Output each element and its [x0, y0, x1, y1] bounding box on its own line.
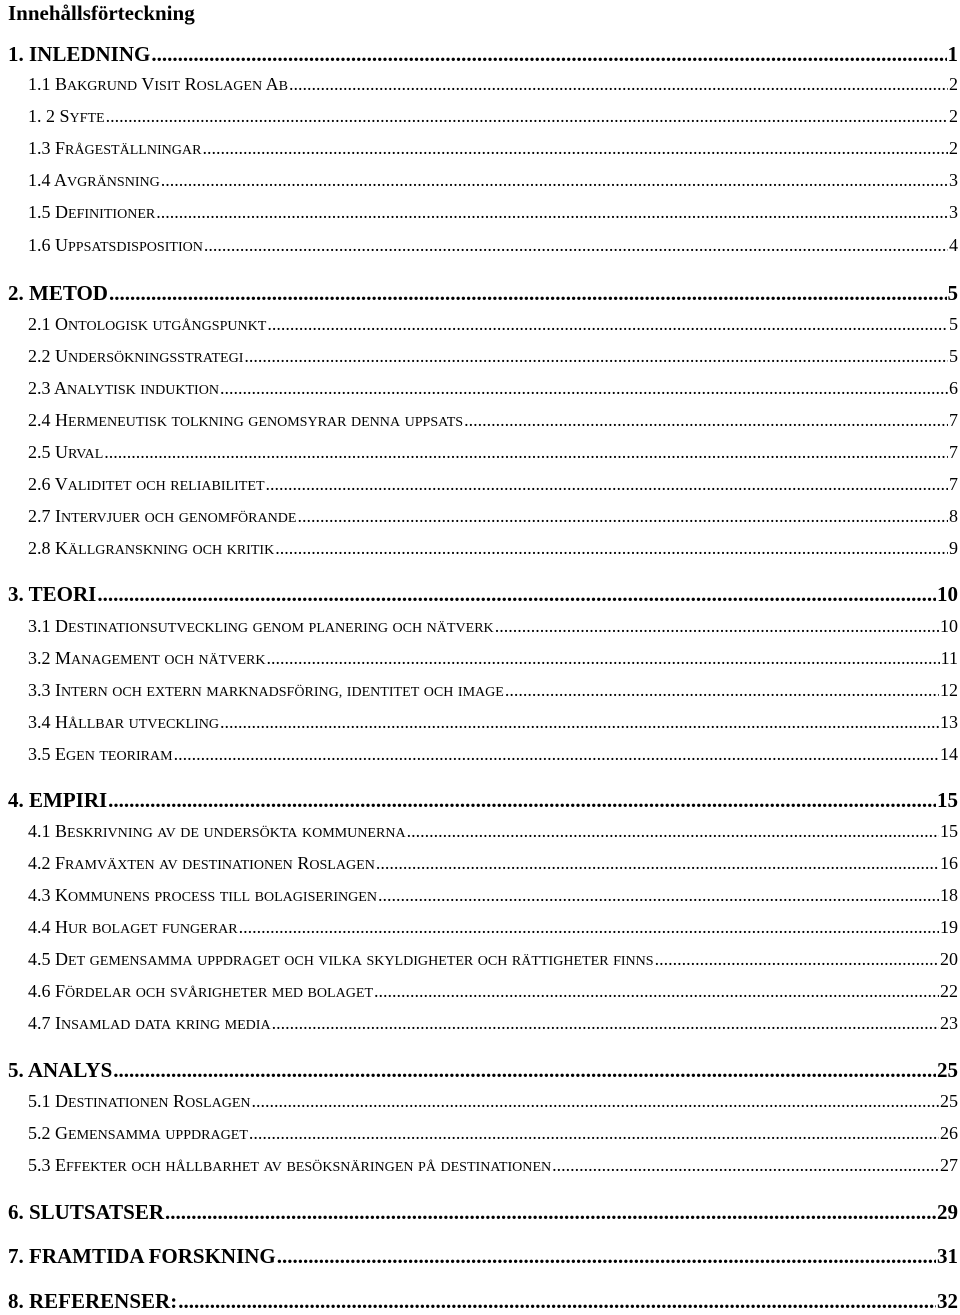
toc-page-number: 2	[949, 138, 958, 158]
toc-section-entry[interactable]	[28, 199, 958, 225]
toc-page-number: 14	[940, 744, 958, 764]
toc-page-number: 18	[940, 885, 958, 905]
toc-dot-leader	[104, 439, 948, 465]
toc-page-number: 4	[949, 235, 958, 255]
toc-page-number: 10	[937, 582, 958, 606]
toc-entry-label: 4.5 DET GEMENSAMMA UPPDRAGET OCH VILKA SKYLDIGHETER OCH RÄTTIGHETER FINNS	[28, 949, 654, 969]
toc-dot-leader	[108, 786, 936, 814]
toc-dot-leader	[249, 1120, 939, 1146]
toc-dot-leader	[244, 343, 948, 369]
toc-entry-label: 4.7 INSAMLAD DATA KRING MEDIA	[28, 1013, 271, 1033]
toc-dot-leader	[267, 311, 948, 337]
toc-section-entry[interactable]	[28, 503, 958, 529]
toc-page-number: 12	[940, 680, 958, 700]
toc-page-number: 8	[949, 506, 958, 526]
toc-section-entry[interactable]	[28, 677, 958, 703]
toc-entry-label: 3.5 EGEN TEORIRAM	[28, 744, 173, 764]
toc-entry-label: 2.2 UNDERSÖKNINGSSTRATEGI	[28, 346, 244, 366]
toc-page-number: 23	[940, 1013, 958, 1033]
toc-section-entry[interactable]	[28, 343, 958, 369]
toc-entry-label: 1.5 DEFINITIONER	[28, 202, 156, 222]
toc-page-number: 26	[940, 1123, 958, 1143]
toc-dot-leader	[267, 645, 940, 671]
toc-page-number: 25	[940, 1091, 958, 1111]
toc-section-entry[interactable]	[28, 818, 958, 844]
toc-dot-leader	[220, 709, 939, 735]
toc-dot-leader	[151, 40, 946, 68]
toc-entry-label: 2.1 ONTOLOGISK UTGÅNGSPUNKT	[28, 314, 267, 334]
toc-page-number: 9	[949, 538, 958, 558]
toc-dot-leader	[204, 232, 948, 258]
toc-dot-leader	[376, 850, 939, 876]
toc-dot-leader	[239, 914, 939, 940]
toc-entry-label: 4.3 KOMMUNENS PROCESS TILL BOLAGISERINGEN	[28, 885, 377, 905]
toc-entry-label: 1. INLEDNING	[8, 42, 151, 66]
toc-section-entry[interactable]	[28, 439, 958, 465]
toc-page-number: 16	[940, 853, 958, 873]
toc-entry-label: 5.1 DESTINATIONEN ROSLAGEN	[28, 1091, 251, 1111]
toc-dot-leader	[289, 71, 948, 97]
toc-entry-label: 2.3 ANALYTISK INDUKTION	[28, 378, 219, 398]
toc-dot-leader	[156, 199, 948, 225]
toc-chapter-entry[interactable]	[8, 40, 958, 68]
toc-page-number: 7	[949, 442, 958, 462]
toc-page-number: 10	[940, 616, 958, 636]
toc-page-number: 7	[949, 410, 958, 430]
toc-section-entry[interactable]	[28, 1120, 958, 1146]
toc-page-number: 2	[949, 106, 958, 126]
toc-section-entry[interactable]	[28, 882, 958, 908]
toc-entry-label: 4.6 FÖRDELAR OCH SVÅRIGHETER MED BOLAGET	[28, 981, 374, 1001]
toc-page-number: 3	[949, 202, 958, 222]
toc-entry-label: 3.3 INTERN OCH EXTERN MARKNADSFÖRING, IDENTITET OCH IMAGE	[28, 680, 504, 700]
toc-entry-label: 3. TEORI	[8, 582, 97, 606]
toc-page-number: 11	[940, 648, 958, 668]
toc-page-number: 32	[937, 1289, 958, 1313]
toc-section-entry[interactable]	[28, 741, 958, 767]
toc-entry-label: 3.2 MANAGEMENT OCH NÄTVERK	[28, 648, 266, 668]
toc-section-entry[interactable]	[28, 1152, 958, 1178]
toc-section-entry[interactable]	[28, 375, 958, 401]
toc-section-entry[interactable]	[28, 645, 958, 671]
toc-dot-leader	[464, 407, 948, 433]
toc-page-number: 5	[949, 314, 958, 334]
toc-section-entry[interactable]	[28, 978, 958, 1004]
toc-page-number: 6	[949, 378, 958, 398]
toc-dot-leader	[109, 279, 947, 307]
toc-dot-leader	[275, 535, 948, 561]
toc-section-entry[interactable]	[28, 613, 958, 639]
toc-entry-label: 2. METOD	[8, 281, 108, 305]
toc-entry-label: 4.4 HUR BOLAGET FUNGERAR	[28, 917, 238, 937]
toc-entry-label: 2.8 KÄLLGRANSKNING OCH KRITIK	[28, 538, 275, 558]
toc-section-entry[interactable]	[28, 709, 958, 735]
toc-dot-leader	[655, 946, 939, 972]
toc-page-number: 27	[940, 1155, 958, 1175]
toc-dot-leader	[378, 882, 939, 908]
toc-entry-label: 1.3 FRÅGESTÄLLNINGAR	[28, 138, 202, 158]
toc-page-number: 7	[949, 474, 958, 494]
toc-dot-leader	[97, 580, 936, 608]
toc-entry-label: 2.5 URVAL	[28, 442, 104, 462]
toc-page-number: 13	[940, 712, 958, 732]
toc-entry-label: 2.6 VALIDITET OCH RELIABILITET	[28, 474, 265, 494]
toc-page-number: 1	[947, 42, 958, 66]
toc-chapter-entry[interactable]	[8, 580, 958, 608]
toc-entry-label: 1.6 UPPSATSDISPOSITION	[28, 235, 203, 255]
toc-dot-leader	[505, 677, 939, 703]
toc-page-number: 29	[937, 1200, 958, 1224]
toc-entry-label: 4. EMPIRI	[8, 788, 108, 812]
toc-dot-leader	[161, 167, 948, 193]
toc-dot-leader	[277, 1242, 936, 1270]
toc-page-number: 19	[940, 917, 958, 937]
toc-entry-label: 2.7 INTERVJUER OCH GENOMFÖRANDE	[28, 506, 297, 526]
toc-dot-leader	[106, 103, 948, 129]
toc-dot-leader	[113, 1056, 936, 1084]
toc-entry-label: 8. REFERENSER:	[8, 1289, 178, 1313]
toc-section-entry[interactable]	[28, 232, 958, 258]
toc-dot-leader	[374, 978, 939, 1004]
toc-page-number: 25	[937, 1058, 958, 1082]
toc-dot-leader	[495, 613, 939, 639]
toc-dot-leader	[298, 503, 948, 529]
toc-dot-leader	[272, 1010, 939, 1036]
toc-section-entry[interactable]	[28, 850, 958, 876]
toc-entry-label: 4.1 BESKRIVNING AV DE UNDERSÖKTA KOMMUNERNA	[28, 821, 406, 841]
toc-entry-label: 7. FRAMTIDA FORSKNING	[8, 1244, 276, 1268]
toc-section-entry[interactable]	[28, 103, 958, 129]
toc-entry-label: 5. ANALYS	[8, 1058, 113, 1082]
toc-dot-leader	[174, 741, 939, 767]
toc-section-entry[interactable]	[28, 471, 958, 497]
toc-entry-label: 4.2 FRAMVÄXTEN AV DESTINATIONEN ROSLAGEN	[28, 853, 375, 873]
toc-page-number: 2	[949, 74, 958, 94]
toc-section-entry[interactable]	[28, 1088, 958, 1114]
toc-entry-label: 2.4 HERMENEUTISK TOLKNING GENOMSYRAR DENNA UPPSATS	[28, 410, 464, 430]
toc-section-entry[interactable]	[28, 167, 958, 193]
toc-section-entry[interactable]	[28, 535, 958, 561]
toc-page-number: 5	[947, 281, 958, 305]
toc-entry-label: 1.1 BAKGRUND VISIT ROSLAGEN AB	[28, 74, 288, 94]
toc-chapter-entry[interactable]	[8, 279, 958, 307]
toc-entry-label: 1. 2 SYFTE	[28, 106, 105, 126]
toc-section-entry[interactable]	[28, 946, 958, 972]
toc-section-entry[interactable]	[28, 914, 958, 940]
toc-entry-label: 3.1 DESTINATIONSUTVECKLING GENOM PLANERING OCH NÄTVERK	[28, 616, 494, 636]
toc-page-number: 3	[949, 170, 958, 190]
toc-section-entry[interactable]	[28, 407, 958, 433]
toc-page-number: 5	[949, 346, 958, 366]
toc-page-number: 22	[940, 981, 958, 1001]
toc-dot-leader	[252, 1088, 939, 1114]
toc-chapter-entry[interactable]	[8, 1056, 958, 1084]
toc-page-number: 15	[937, 788, 958, 812]
toc-entry-label: 5.3 EFFEKTER OCH HÅLLBARHET AV BESÖKSNÄRINGEN PÅ DESTINATIONEN	[28, 1155, 552, 1175]
toc-entry-label: 1.4 AVGRÄNSNING	[28, 170, 160, 190]
toc-chapter-entry[interactable]	[8, 1198, 958, 1226]
toc-chapter-entry[interactable]	[8, 1242, 958, 1270]
toc-section-entry[interactable]	[28, 71, 958, 97]
toc-page-number: 20	[940, 949, 958, 969]
toc-dot-leader	[220, 375, 948, 401]
toc-section-entry[interactable]	[28, 1010, 958, 1036]
toc-section-entry[interactable]	[28, 135, 958, 161]
toc-entry-label: 3.4 HÅLLBAR UTVECKLING	[28, 712, 220, 732]
toc-dot-leader	[165, 1198, 936, 1226]
toc-section-entry[interactable]	[28, 311, 958, 337]
toc-heading: Innehållsförteckning	[8, 1, 195, 25]
toc-dot-leader	[202, 135, 948, 161]
toc-dot-leader	[407, 818, 939, 844]
toc-dot-leader	[266, 471, 948, 497]
toc-dot-leader	[552, 1152, 939, 1178]
toc-entry-label: 5.2 GEMENSAMMA UPPDRAGET	[28, 1123, 248, 1143]
toc-chapter-entry[interactable]	[8, 786, 958, 814]
toc-page-number: 31	[937, 1244, 958, 1268]
toc-entry-label: 6. SLUTSATSER	[8, 1200, 165, 1224]
toc-page-number: 15	[940, 821, 958, 841]
